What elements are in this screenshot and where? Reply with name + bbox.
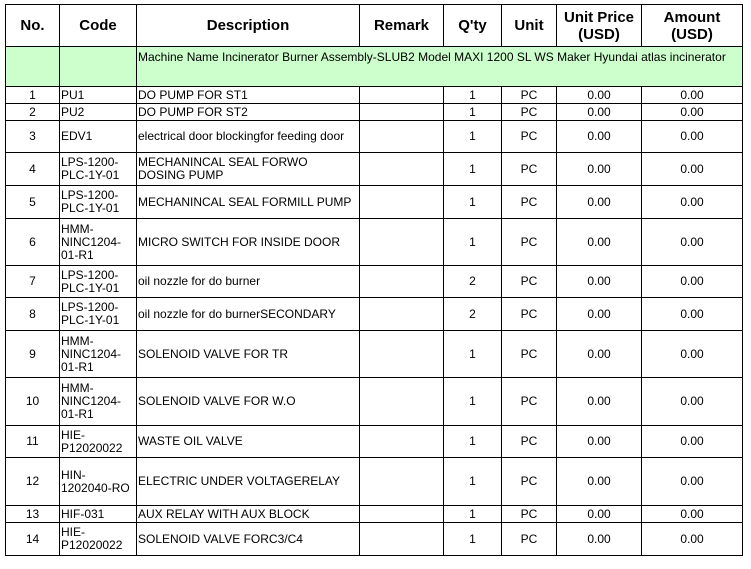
- cell-qty: 1: [444, 523, 502, 556]
- cell-amount: 0.00: [642, 426, 743, 458]
- cell-unit: PC: [502, 331, 557, 378]
- table-row: [6, 298, 743, 331]
- table-row: [6, 378, 743, 426]
- header-code: Code: [60, 5, 137, 47]
- cell-qty: 1: [444, 378, 502, 426]
- cell-description: oil nozzle for do burnerSECONDARY: [137, 298, 360, 331]
- table-row: [6, 104, 743, 121]
- cell-no: 5: [6, 186, 60, 219]
- cell-unit: PC: [502, 458, 557, 506]
- cell-code: HMM-NINC1204-01-R1: [60, 378, 137, 426]
- machine-info-row: [6, 47, 743, 87]
- cell-amount: 0.00: [642, 87, 743, 104]
- cell-no: 7: [6, 266, 60, 298]
- cell-amount: 0.00: [642, 331, 743, 378]
- cell-qty: 2: [444, 298, 502, 331]
- cell-amount: 0.00: [642, 186, 743, 219]
- cell-description: SOLENOID VALVE FORC3/C4: [137, 523, 360, 556]
- header-row: [6, 5, 743, 47]
- cell-unit-price: 0.00: [557, 506, 642, 523]
- cell-no: 4: [6, 153, 60, 186]
- cell-code: HMM-NINC1204-01-R1: [60, 219, 137, 266]
- table-row: [6, 458, 743, 506]
- cell-no: 10: [6, 378, 60, 426]
- cell-unit-price: 0.00: [557, 378, 642, 426]
- cell-remark: [360, 298, 444, 331]
- cell-description: DO PUMP FOR ST2: [137, 104, 360, 121]
- cell-unit-price: 0.00: [557, 219, 642, 266]
- cell-code: LPS-1200-PLC-1Y-01: [60, 266, 137, 298]
- cell-unit-price: 0.00: [557, 87, 642, 104]
- cell-amount: 0.00: [642, 121, 743, 153]
- cell-no: 11: [6, 426, 60, 458]
- cell-no: 8: [6, 298, 60, 331]
- table-row: [6, 121, 743, 153]
- cell-unit: PC: [502, 121, 557, 153]
- cell-unit: PC: [502, 153, 557, 186]
- cell-description: MECHANINCAL SEAL FORWO DOSING PUMP: [137, 153, 360, 186]
- machine-info-blank-code: [60, 47, 137, 87]
- cell-unit: PC: [502, 87, 557, 104]
- header-no: No.: [6, 5, 60, 47]
- cell-qty: 1: [444, 186, 502, 219]
- cell-unit-price: 0.00: [557, 458, 642, 506]
- cell-code: PU1: [60, 87, 137, 104]
- table-row: [6, 523, 743, 556]
- cell-unit-price: 0.00: [557, 153, 642, 186]
- cell-code: EDV1: [60, 121, 137, 153]
- table-row: [6, 186, 743, 219]
- table-row: [6, 219, 743, 266]
- table-row: [6, 87, 743, 104]
- cell-remark: [360, 378, 444, 426]
- cell-qty: 1: [444, 426, 502, 458]
- cell-remark: [360, 506, 444, 523]
- cell-description: electrical door blockingfor feeding door: [137, 121, 360, 153]
- cell-unit: PC: [502, 266, 557, 298]
- cell-amount: 0.00: [642, 104, 743, 121]
- cell-amount: 0.00: [642, 219, 743, 266]
- cell-code: HIN-1202040-RO: [60, 458, 137, 506]
- cell-description: SOLENOID VALVE FOR TR: [137, 331, 360, 378]
- cell-description: DO PUMP FOR ST1: [137, 87, 360, 104]
- cell-remark: [360, 219, 444, 266]
- cell-remark: [360, 186, 444, 219]
- cell-code: LPS-1200-PLC-1Y-01: [60, 153, 137, 186]
- cell-unit: PC: [502, 186, 557, 219]
- table-row: [6, 426, 743, 458]
- cell-no: 1: [6, 87, 60, 104]
- table-row: [6, 266, 743, 298]
- cell-qty: 1: [444, 104, 502, 121]
- cell-description: ELECTRIC UNDER VOLTAGERELAY: [137, 458, 360, 506]
- cell-amount: 0.00: [642, 266, 743, 298]
- cell-description: AUX RELAY WITH AUX BLOCK: [137, 506, 360, 523]
- cell-no: 9: [6, 331, 60, 378]
- cell-description: MECHANINCAL SEAL FORMILL PUMP: [137, 186, 360, 219]
- cell-amount: 0.00: [642, 523, 743, 556]
- cell-description: SOLENOID VALVE FOR W.O: [137, 378, 360, 426]
- cell-unit-price: 0.00: [557, 266, 642, 298]
- table-row: [6, 506, 743, 523]
- cell-unit-price: 0.00: [557, 104, 642, 121]
- header-amount: Amount (USD): [642, 5, 743, 47]
- table-row: [6, 153, 743, 186]
- cell-remark: [360, 458, 444, 506]
- cell-unit-price: 0.00: [557, 186, 642, 219]
- cell-unit-price: 0.00: [557, 298, 642, 331]
- cell-unit-price: 0.00: [557, 121, 642, 153]
- cell-no: 12: [6, 458, 60, 506]
- cell-amount: 0.00: [642, 298, 743, 331]
- cell-unit-price: 0.00: [557, 523, 642, 556]
- cell-remark: [360, 104, 444, 121]
- cell-unit: PC: [502, 104, 557, 121]
- cell-remark: [360, 153, 444, 186]
- cell-amount: 0.00: [642, 153, 743, 186]
- cell-unit: PC: [502, 523, 557, 556]
- cell-unit: PC: [502, 426, 557, 458]
- cell-qty: 1: [444, 331, 502, 378]
- cell-qty: 1: [444, 121, 502, 153]
- cell-no: 6: [6, 219, 60, 266]
- cell-remark: [360, 331, 444, 378]
- parts-table: [5, 4, 743, 556]
- cell-qty: 1: [444, 87, 502, 104]
- cell-no: 14: [6, 523, 60, 556]
- cell-description: WASTE OIL VALVE: [137, 426, 360, 458]
- cell-amount: 0.00: [642, 506, 743, 523]
- cell-amount: 0.00: [642, 378, 743, 426]
- header-qty: Q'ty: [444, 5, 502, 47]
- cell-qty: 1: [444, 506, 502, 523]
- cell-amount: 0.00: [642, 458, 743, 506]
- machine-info-blank-no: [6, 47, 60, 87]
- cell-code: LPS-1200-PLC-1Y-01: [60, 186, 137, 219]
- header-unit-price: Unit Price (USD): [557, 5, 642, 47]
- cell-unit-price: 0.00: [557, 426, 642, 458]
- cell-remark: [360, 87, 444, 104]
- cell-no: 13: [6, 506, 60, 523]
- cell-code: HIE-P12020022: [60, 523, 137, 556]
- cell-qty: 1: [444, 458, 502, 506]
- header-remark: Remark: [360, 5, 444, 47]
- cell-unit: PC: [502, 506, 557, 523]
- cell-code: HIF-031: [60, 506, 137, 523]
- cell-code: LPS-1200-PLC-1Y-01: [60, 298, 137, 331]
- table-row: [6, 331, 743, 378]
- cell-unit: PC: [502, 378, 557, 426]
- cell-no: 3: [6, 121, 60, 153]
- cell-code: HIE-P12020022: [60, 426, 137, 458]
- cell-code: PU2: [60, 104, 137, 121]
- cell-remark: [360, 121, 444, 153]
- cell-unit: PC: [502, 298, 557, 331]
- cell-description: MICRO SWITCH FOR INSIDE DOOR: [137, 219, 360, 266]
- cell-code: HMM-NINC1204-01-R1: [60, 331, 137, 378]
- header-unit: Unit: [502, 5, 557, 47]
- header-description: Description: [137, 5, 360, 47]
- cell-unit: PC: [502, 219, 557, 266]
- cell-remark: [360, 266, 444, 298]
- cell-remark: [360, 523, 444, 556]
- machine-info-text: Machine Name Incinerator Burner Assembly-SLUB2 Model MAXI 1200 SL WS Maker Hyundai atlas incinerator: [137, 47, 743, 87]
- cell-unit-price: 0.00: [557, 331, 642, 378]
- cell-remark: [360, 426, 444, 458]
- cell-qty: 1: [444, 153, 502, 186]
- cell-qty: 1: [444, 219, 502, 266]
- cell-qty: 2: [444, 266, 502, 298]
- cell-description: oil nozzle for do burner: [137, 266, 360, 298]
- cell-no: 2: [6, 104, 60, 121]
